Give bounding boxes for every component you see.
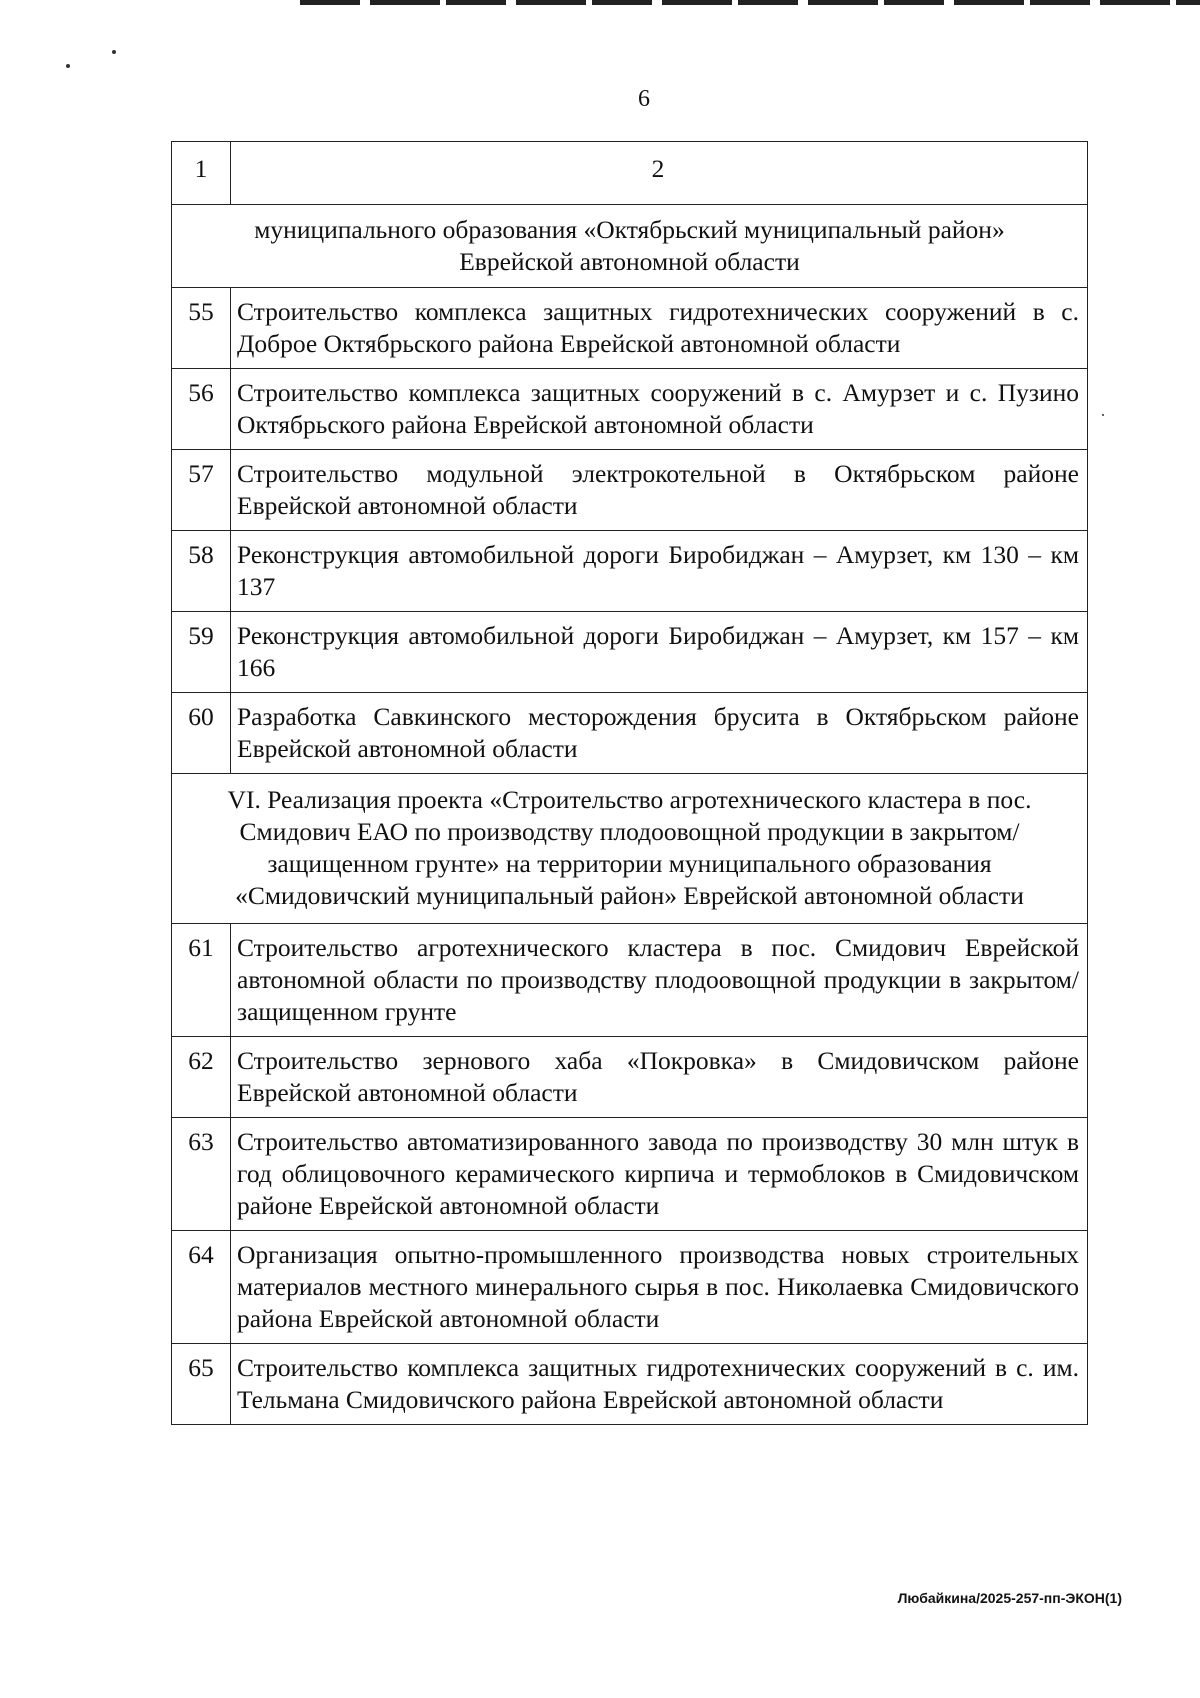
- row-number: 56: [172, 369, 231, 450]
- table-row: [172, 1344, 1088, 1425]
- table-header-row: [172, 142, 1088, 205]
- row-text: Строительство зернового хаба «Покровка» в Смидовичском районе Еврейской автономной области: [231, 1037, 1088, 1118]
- page-number: 6: [638, 86, 650, 112]
- row-number: 64: [172, 1231, 231, 1344]
- row-text: Строительство комплекса защитных гидротехнических сооружений в с. им. Тельмана Смидовичского района Еврейской автономной области: [231, 1344, 1088, 1425]
- row-number: 57: [172, 450, 231, 531]
- table-row: [172, 1037, 1088, 1118]
- table-row: [172, 531, 1088, 612]
- section-continuation-heading: муниципального образования «Октябрьский муниципальный район» Еврейской автономной области: [172, 205, 1088, 288]
- scan-speck: [1102, 414, 1104, 416]
- section-vi-heading: VI. Реализация проекта «Строительство агротехнического кластера в пос. Смидович ЕАО по производству плодоовощной продукции в закрытом/защищенном грунте» на территории муниципального образования «Смидовичский муниципальный район» Еврейской автономной области: [172, 774, 1088, 924]
- row-text: Разработка Савкинского месторождения брусита в Октябрьском районе Еврейской автономной области: [231, 693, 1088, 774]
- row-number: 61: [172, 924, 231, 1037]
- row-text: Строительство комплекса защитных сооружений в с. Амурзет и с. Пузино Октябрьского района Еврейской автономной области: [231, 369, 1088, 450]
- table-row: [172, 369, 1088, 450]
- table-row: [172, 1118, 1088, 1231]
- row-number: 65: [172, 1344, 231, 1425]
- table-row: [172, 924, 1088, 1037]
- section-row: [172, 205, 1088, 288]
- table-row: [172, 288, 1088, 369]
- section-row: [172, 774, 1088, 924]
- row-text: Строительство модульной электрокотельной в Октябрьском районе Еврейской автономной области: [231, 450, 1088, 531]
- row-text: Реконструкция автомобильной дороги Биробиджан – Амурзет, км 157 – км 166: [231, 612, 1088, 693]
- row-text: Реконструкция автомобильной дороги Биробиджан – Амурзет, км 130 – км 137: [231, 531, 1088, 612]
- row-text: Строительство автоматизированного завода по производству 30 млн штук в год облицовочного керамического кирпича и термоблоков в Смидовичском районе Еврейской автономной области: [231, 1118, 1088, 1231]
- row-number: 58: [172, 531, 231, 612]
- row-number: 63: [172, 1118, 231, 1231]
- document-code: Любайкина/2025-257-пп-ЭКОН(1): [897, 1590, 1122, 1606]
- row-text: Организация опытно-промышленного производства новых строительных материалов местного минерального сырья в пос. Николаевка Смидовичского района Еврейской автономной области: [231, 1231, 1088, 1344]
- row-text: Строительство комплекса защитных гидротехнических сооружений в с. Доброе Октябрьского района Еврейской автономной области: [231, 288, 1088, 369]
- table-row: [172, 1231, 1088, 1344]
- scan-speck: [66, 64, 70, 68]
- table-row: [172, 612, 1088, 693]
- row-number: 62: [172, 1037, 231, 1118]
- projects-table: [171, 141, 1088, 1425]
- table-row: [172, 693, 1088, 774]
- column-title-header: 2: [231, 142, 1088, 205]
- row-number: 55: [172, 288, 231, 369]
- row-number: 60: [172, 693, 231, 774]
- column-number-header: 1: [172, 142, 231, 205]
- scan-edge-mark: [300, 0, 1200, 5]
- table-row: [172, 450, 1088, 531]
- row-number: 59: [172, 612, 231, 693]
- row-text: Строительство агротехнического кластера в пос. Смидович Еврейской автономной области по производству плодоовощной продукции в закрытом/защищенном грунте: [231, 924, 1088, 1037]
- scan-speck: [112, 50, 116, 54]
